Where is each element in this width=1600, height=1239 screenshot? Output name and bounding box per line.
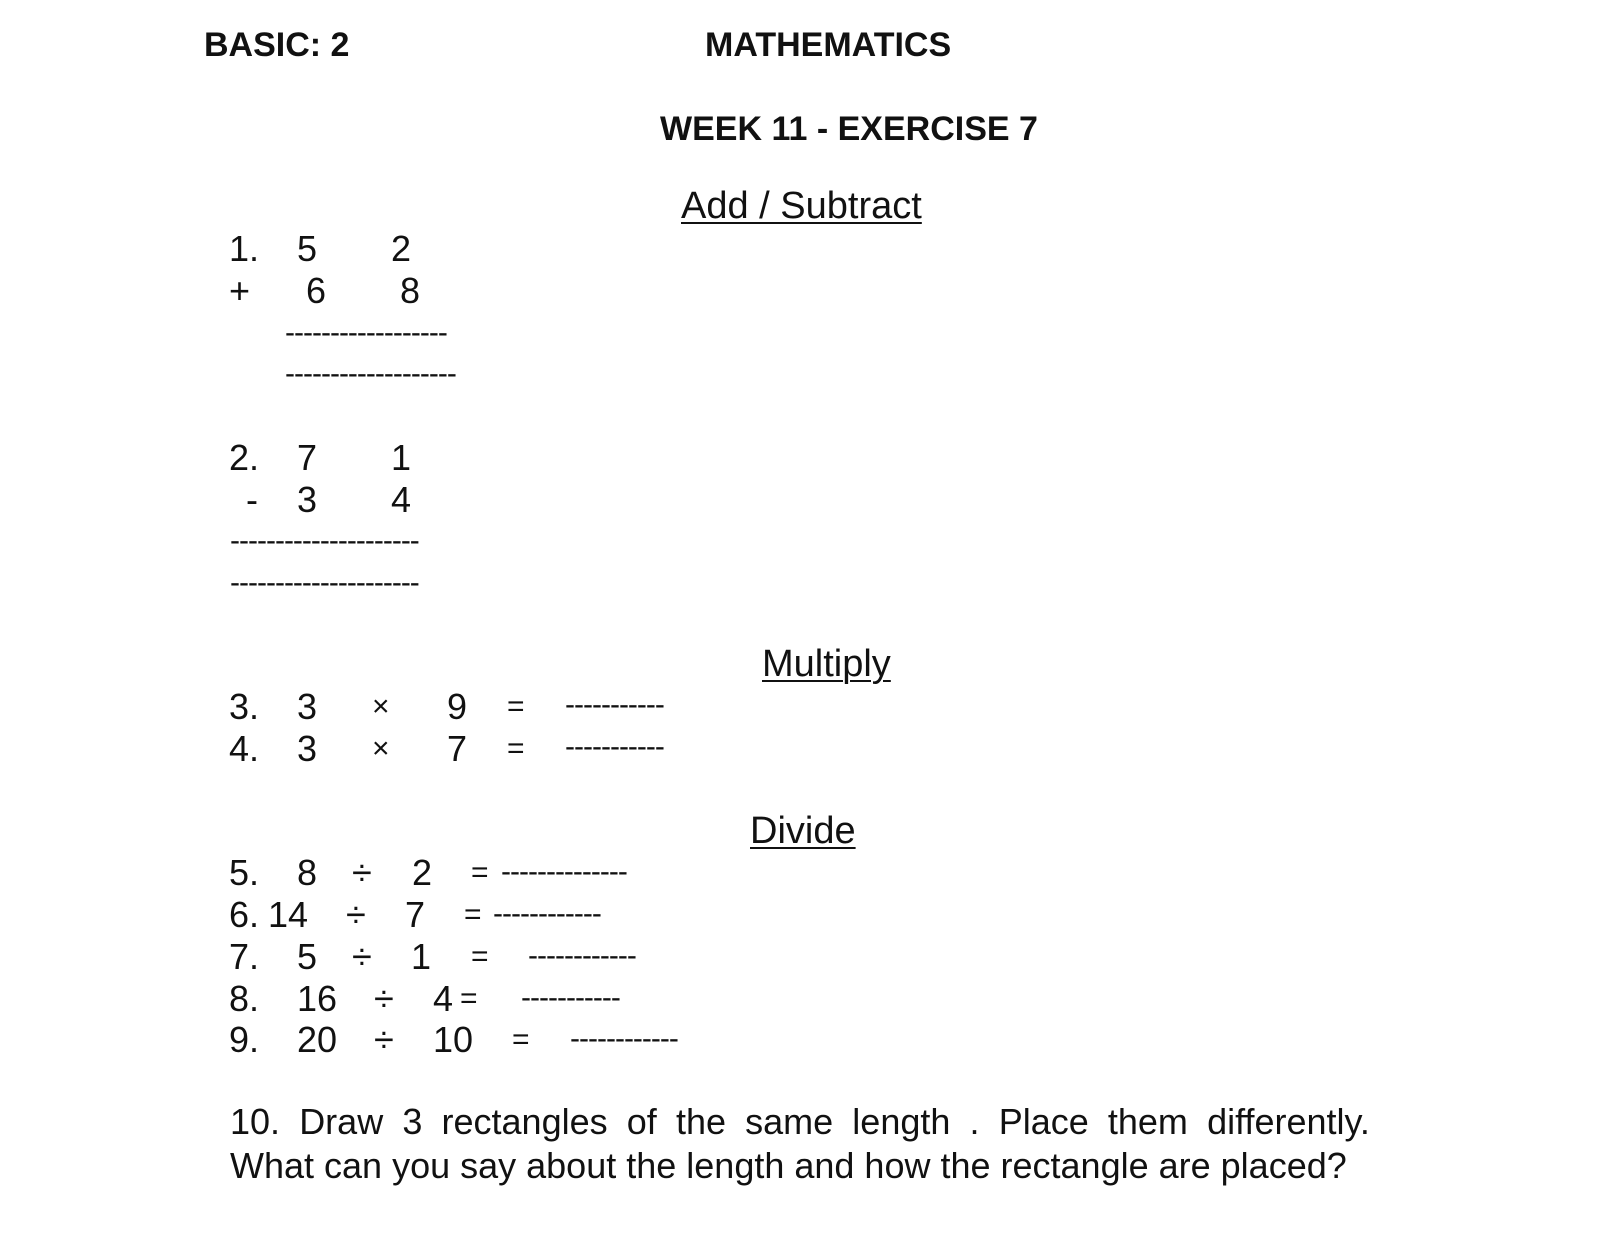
q7-operand-a: 5: [297, 936, 318, 977]
q3-operand-b: 9: [447, 686, 468, 727]
q3-operand-a: 3: [297, 686, 318, 727]
q10-word: Place: [998, 1101, 1089, 1142]
q9-operand-a: 20: [297, 1019, 338, 1060]
q2-top-tens: 7: [297, 437, 318, 478]
q7-number: 7.: [229, 936, 260, 977]
section-divide: Divide: [750, 810, 856, 852]
q3-equals: =: [507, 690, 525, 723]
q9-divide-sign: ÷: [374, 1019, 394, 1060]
q1-number: 1.: [229, 228, 260, 269]
q7-divide-sign: ÷: [352, 936, 372, 977]
q6-operand-a: 14: [268, 894, 309, 935]
q8-operand-b: 4: [433, 978, 454, 1019]
q10-word: 10.: [230, 1101, 281, 1142]
q10-word: rectangles: [441, 1101, 608, 1142]
q4-multiply-sign: ×: [372, 732, 390, 765]
q10-word: same: [745, 1101, 834, 1142]
q10-word: Draw: [299, 1101, 384, 1142]
q9-number: 9.: [229, 1019, 260, 1060]
q1-bottom-ones: 8: [400, 270, 421, 311]
q10-word: of: [626, 1101, 657, 1142]
q7-equals: =: [471, 940, 489, 973]
week-title: WEEK 11 - EXERCISE 7: [660, 110, 1038, 148]
q2-answer-line-1: ---------------------: [230, 524, 419, 557]
q2-bottom-tens: 3: [297, 479, 318, 520]
q10-word: .: [969, 1101, 980, 1142]
q6-number: 6.: [229, 894, 260, 935]
q9-operand-b: 10: [433, 1019, 474, 1060]
q4-equals: =: [507, 732, 525, 765]
q8-equals: =: [460, 982, 478, 1015]
q7-answer-blank: ------------: [528, 939, 636, 972]
q6-divide-sign: ÷: [346, 894, 366, 935]
q8-operand-a: 16: [297, 978, 338, 1019]
q9-equals: =: [512, 1023, 530, 1056]
q1-operator: +: [229, 270, 251, 311]
q4-answer-blank: -----------: [565, 730, 664, 763]
q2-top-ones: 1: [391, 437, 412, 478]
q1-top-ones: 2: [391, 228, 412, 269]
q10-line-2: What can you say about the length and how the rectangle are placed?: [230, 1145, 1347, 1186]
q1-answer-line-2: -------------------: [285, 357, 456, 390]
class-label: BASIC: 2: [204, 26, 350, 64]
section-multiply: Multiply: [762, 643, 891, 685]
q5-operand-a: 8: [297, 852, 318, 893]
q6-operand-b: 7: [405, 894, 426, 935]
q7-operand-b: 1: [411, 936, 432, 977]
q2-answer-line-2: ---------------------: [230, 566, 419, 599]
question-10: [230, 1101, 1370, 1187]
q5-number: 5.: [229, 852, 260, 893]
q1-bottom-tens: 6: [306, 270, 327, 311]
q10-word: differently.: [1207, 1101, 1370, 1142]
q2-bottom-ones: 4: [391, 479, 412, 520]
q9-answer-blank: ------------: [570, 1022, 678, 1055]
section-add-subtract: Add / Subtract: [681, 185, 922, 227]
q6-equals: =: [464, 898, 482, 931]
q8-divide-sign: ÷: [374, 978, 394, 1019]
q10-word: them: [1107, 1101, 1188, 1142]
q8-number: 8.: [229, 978, 260, 1019]
q1-answer-line-1: ------------------: [285, 316, 447, 349]
q5-answer-blank: --------------: [501, 855, 627, 888]
q10-word: the: [675, 1101, 726, 1142]
q3-number: 3.: [229, 686, 260, 727]
q10-line-1: [230, 1101, 1370, 1143]
q1-top-tens: 5: [297, 228, 318, 269]
q5-equals: =: [471, 856, 489, 889]
q5-operand-b: 2: [412, 852, 433, 893]
q3-multiply-sign: ×: [372, 690, 390, 723]
q2-operator: -: [246, 479, 258, 520]
q10-word: length: [852, 1101, 951, 1142]
q4-operand-b: 7: [447, 728, 468, 769]
q2-number: 2.: [229, 437, 260, 478]
q4-operand-a: 3: [297, 728, 318, 769]
q4-number: 4.: [229, 728, 260, 769]
q5-divide-sign: ÷: [352, 852, 372, 893]
subject-title: MATHEMATICS: [705, 26, 952, 64]
q3-answer-blank: -----------: [565, 688, 664, 721]
q6-answer-blank: ------------: [493, 897, 601, 930]
q8-answer-blank: -----------: [521, 981, 620, 1014]
q10-word: 3: [402, 1101, 423, 1142]
